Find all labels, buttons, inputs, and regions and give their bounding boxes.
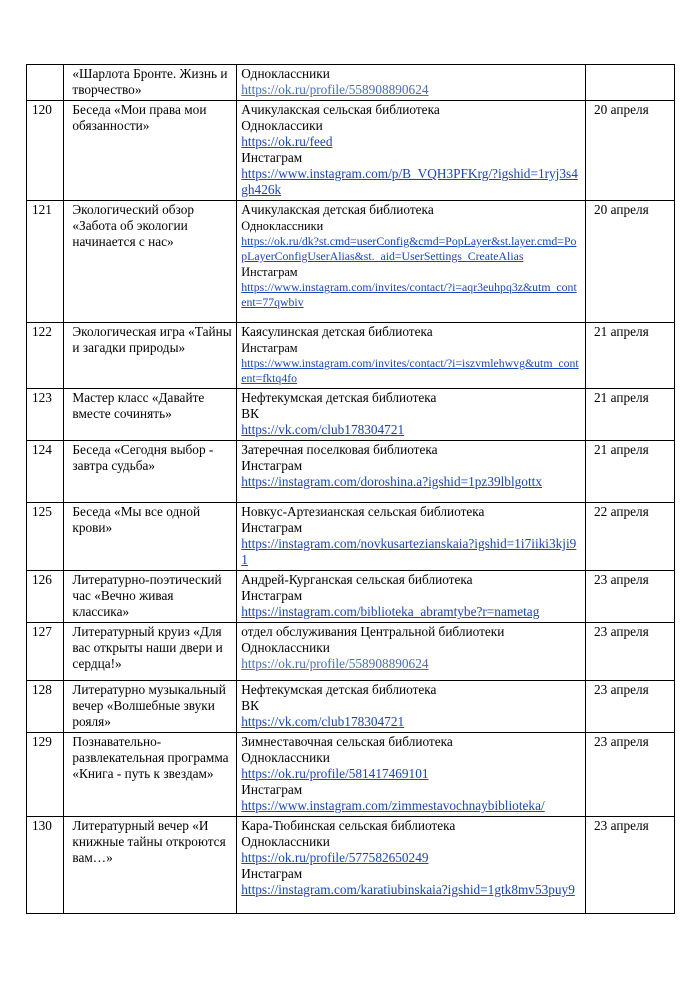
platform-cell [237,681,586,733]
event-cell [64,733,237,817]
social-link[interactable]: https://www.instagram.com/invites/contact/?i=aqr3euhpq3z&utm_content=77qwbiv [241,280,577,309]
date-cell [586,623,675,681]
row-number-cell [27,323,64,389]
row-number-cell [27,623,64,681]
social-network-name: Одноклассники [241,66,330,81]
event-cell [64,623,237,681]
event-date: 21 апреля [594,390,649,405]
library-name: Зимнеставочная сельская библиотека [241,734,453,749]
event-cell [64,201,237,323]
row-number: 120 [32,102,52,117]
social-network-name: Инстаграм [241,588,303,603]
social-link[interactable]: https://ok.ru/profile/558908890624 [241,656,429,671]
event-date: 21 апреля [594,442,649,457]
row-number-cell [27,101,64,201]
event-title: Беседа «Сегодня выбор - завтра судьба» [72,442,214,473]
row-number-cell [27,389,64,441]
library-name: Ачикулакская детская библиотека [241,202,434,217]
table-row [27,101,675,201]
table-row [27,733,675,817]
date-cell [586,571,675,623]
platform-cell [237,323,586,389]
row-number-cell [27,817,64,914]
event-title: Литературно музыкальный вечер «Волшебные звуки рояля» [72,682,226,729]
platform-cell [237,101,586,201]
event-cell [64,441,237,503]
social-network-name: Одноклассники [241,219,324,233]
library-name: Нефтекумская детская библиотека [241,390,437,405]
social-link[interactable]: https://www.instagram.com/invites/contact/?i=iszvmlehwvg&utm_content=fktq4fo [241,356,579,385]
date-cell [586,101,675,201]
social-link[interactable]: https://www.instagram.com/p/B_VQH3PFKrg/?igshid=1ryj3s4gh426k [241,166,578,197]
social-network-name: ВК [241,406,259,421]
row-number: 124 [32,442,52,457]
table-row [27,323,675,389]
social-network-name: Одноклассники [241,834,330,849]
platform-cell [237,733,586,817]
table-row [27,201,675,323]
event-cell [64,101,237,201]
social-link[interactable]: https://ok.ru/profile/581417469101 [241,766,429,781]
social-network-name: Инстаграм [241,341,298,355]
event-cell [64,503,237,571]
row-number: 121 [32,202,52,217]
events-table [26,64,675,914]
event-date: 23 апреля [594,734,649,749]
social-link[interactable]: https://vk.com/club178304721 [241,714,405,729]
social-link[interactable]: https://instagram.com/doroshina.a?igshid=1pz39lblgottx [241,474,542,489]
event-cell [64,65,237,101]
platform-cell [237,201,586,323]
row-number-cell [27,503,64,571]
row-number-cell [27,441,64,503]
platform-cell [237,623,586,681]
row-number-cell [27,733,64,817]
date-cell [586,323,675,389]
row-number: 122 [32,324,52,339]
platform-cell [237,503,586,571]
event-date: 22 апреля [594,504,649,519]
date-cell [586,65,675,101]
row-number: 128 [32,682,52,697]
social-network-name: Одноклассники [241,640,330,655]
social-link[interactable]: https://ok.ru/profile/577582650249 [241,850,429,865]
row-number: 127 [32,624,52,639]
event-title: Литературный вечер «И книжные тайны откроются вам…» [72,818,226,865]
social-link[interactable]: https://instagram.com/biblioteka_abramtybe?r=nametag [241,604,540,619]
event-title: Литературно-поэтический час «Вечно живая классика» [72,572,222,619]
event-cell [64,681,237,733]
event-title: Мастер класс «Давайте вместе сочинять» [72,390,205,421]
social-network-name: Инстаграм [241,265,298,279]
social-network-name: Инстаграм [241,458,303,473]
platform-cell [237,817,586,914]
date-cell [586,503,675,571]
social-link[interactable]: https://ok.ru/dk?st.cmd=userConfig&cmd=PopLayer&st.layer.cmd=PopLayerConfigUserAlias&st._aid=UserSettings_CreateAlias [241,234,577,263]
social-network-name: Инстаграм [241,520,303,535]
social-link[interactable]: https://ok.ru/feed [241,134,333,149]
platform-cell [237,389,586,441]
table-row [27,389,675,441]
row-number-cell [27,201,64,323]
row-number: 125 [32,504,52,519]
event-date: 20 апреля [594,202,649,217]
date-cell [586,681,675,733]
events-table-body [27,65,675,914]
library-name: Новкус-Артезианская сельская библиотека [241,504,485,519]
table-row [27,623,675,681]
library-name: Кара-Тюбинская сельская библиотека [241,818,456,833]
row-number-cell [27,681,64,733]
table-row [27,65,675,101]
platform-cell [237,65,586,101]
social-network-name: Инстаграм [241,866,303,881]
event-title: Познавательно-развлекательная программа «Книга - путь к звездам» [72,734,229,781]
events-table-page [26,64,675,914]
social-link[interactable]: https://ok.ru/profile/558908890624 [241,82,429,97]
library-name: Каясулинская детская библиотека [241,324,433,339]
library-name: отдел обслуживания Центральной библиотеки [241,624,505,639]
table-row [27,681,675,733]
date-cell [586,389,675,441]
social-link[interactable]: https://www.instagram.com/zimmestavochnaybiblioteka/ [241,798,545,813]
row-number: 130 [32,818,52,833]
event-cell [64,389,237,441]
row-number-cell [27,65,64,101]
social-network-name: Инстаграм [241,150,303,165]
social-link[interactable]: https://instagram.com/karatiubinskaia?igshid=1gtk8mv53puy9 [241,882,575,897]
event-title: «Шарлота Бронте. Жизнь и творчество» [72,66,228,97]
event-title: Экологический обзор «Забота об экологии начинается с нас» [72,202,195,249]
row-number: 129 [32,734,52,749]
platform-cell [237,571,586,623]
row-number: 123 [32,390,52,405]
library-name: Нефтекумская детская библиотека [241,682,437,697]
row-number-cell [27,571,64,623]
event-title: Экологическая игра «Тайны и загадки природы» [72,324,232,355]
event-date: 23 апреля [594,624,649,639]
date-cell [586,441,675,503]
social-link[interactable]: https://vk.com/club178304721 [241,422,405,437]
event-cell [64,817,237,914]
event-cell [64,571,237,623]
table-row [27,441,675,503]
event-title: Беседа «Мы все одной крови» [72,504,201,535]
event-date: 20 апреля [594,102,649,117]
event-title: Беседа «Мои права мои обязанности» [72,102,207,133]
table-row [27,571,675,623]
library-name: Ачикулакская сельская библиотека [241,102,440,117]
event-date: 23 апреля [594,682,649,697]
event-date: 23 апреля [594,818,649,833]
date-cell [586,201,675,323]
table-row [27,817,675,914]
date-cell [586,817,675,914]
social-network-name: Инстаграм [241,782,303,797]
table-row [27,503,675,571]
event-cell [64,323,237,389]
event-date: 21 апреля [594,324,649,339]
row-number: 126 [32,572,52,587]
date-cell [586,733,675,817]
platform-cell [237,441,586,503]
social-network-name: Одноклассники [241,750,330,765]
library-name: Андрей-Курганская сельская библиотека [241,572,473,587]
social-network-name: ВК [241,698,259,713]
event-title: Литературный круиз «Для вас открыты наши двери и сердца!» [72,624,223,671]
library-name: Затеречная поселковая библиотека [241,442,438,457]
social-network-name: Одноклассики [241,118,323,133]
event-date: 23 апреля [594,572,649,587]
social-link[interactable]: https://instagram.com/novkusartezianskaia?igshid=1i7iiki3kji91 [241,536,577,567]
